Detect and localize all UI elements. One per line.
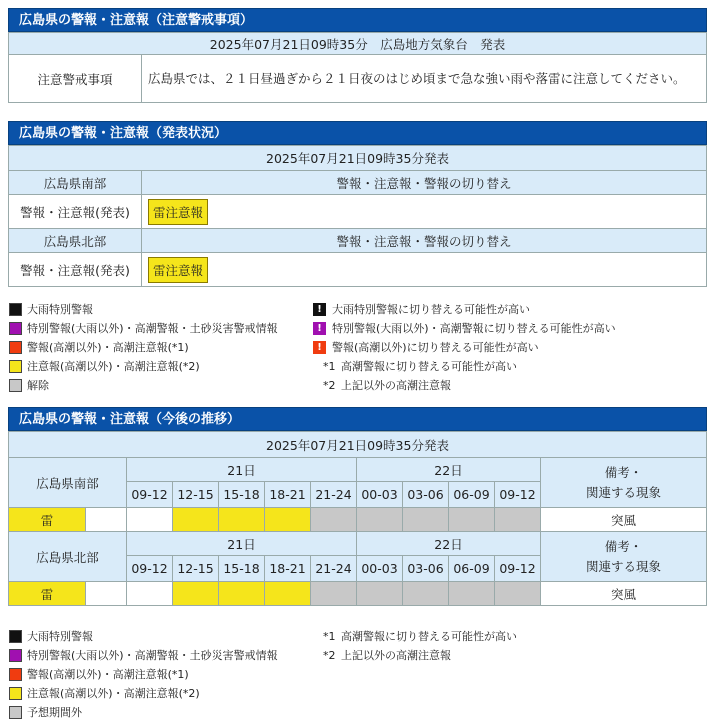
gray-square-icon [9,379,22,392]
legend-label: 特別警報(大雨以外)・高潮警報・土砂災害警戒情報 [27,649,278,662]
legend-label: 解除 [27,379,49,392]
forecast-cell-white [127,508,173,532]
forecast-cell-yellow [265,508,311,532]
region-name: 広島県南部 [9,171,142,195]
forecast-cell-gray [403,508,449,532]
forecast-cell-gray [403,582,449,606]
red-exclamation-icon: ! [313,341,326,354]
caution-section [8,8,707,103]
legend-item [9,684,278,703]
red-square-icon [9,341,22,354]
legend-label: 大雨特別警報 [27,630,93,643]
time-slot-header: 09-12 [127,482,173,508]
legend-label: 警報(高潮以外)・高潮注意報(*1) [27,668,189,681]
time-slot-header: 09-12 [495,482,541,508]
status-column-header: 警報・注意報・警報の切り替え [142,171,707,195]
time-slot-header: 09-12 [127,556,173,582]
legend-item [9,646,278,665]
black-square-icon [9,630,22,643]
day-header: 21日 [127,458,357,482]
time-slot-header: 21-24 [311,482,357,508]
purple-square-icon [9,649,22,662]
remark-value: 突風 [541,582,707,606]
purple-square-icon [9,322,22,335]
legend-item [313,319,616,338]
status-section-title: 広島県の警報・注意報（発表状況） [8,121,707,145]
caution-section-title: 広島県の警報・注意報（注意警戒事項） [8,8,707,32]
legend-label: 注意報(高潮以外)・高潮注意報(*2) [27,360,200,373]
empty-cell [86,582,127,606]
status-row [9,253,707,287]
yellow-square-icon [9,360,22,373]
forecast-cell-gray [449,582,495,606]
legend-label: 警報(高潮以外)に切り替える可能性が高い [332,341,539,354]
footnote [313,646,517,665]
footnote [313,376,616,395]
legend-label: 特別警報(大雨以外)・高潮警報に切り替える可能性が高い [332,322,616,335]
phenomenon-label: 雷 [9,582,86,606]
forecast-cell-white [127,582,173,606]
time-slot-header: 00-03 [357,556,403,582]
time-slot-header: 21-24 [311,556,357,582]
legend-item [9,627,278,646]
remark-value: 突風 [541,508,707,532]
forecast-region-name: 広島県南部 [9,458,127,508]
day-header: 21日 [127,532,357,556]
caution-text: 広島県では、２１日昼過ぎから２１日夜のはじめ頃まで急な強い雨や落雷に注意してください。 [142,55,707,103]
status-region-header [9,171,707,195]
time-slot-header: 06-09 [449,556,495,582]
legend-item [9,300,278,319]
status-issued: 2025年07月21日09時35分発表 [9,146,707,171]
forecast-cell-gray [357,582,403,606]
footnote-text: 上記以外の高潮注意報 [341,649,451,662]
status-row-label: 警報・注意報(発表) [9,253,142,287]
footnote-mark: *1 [323,630,336,643]
time-slot-header: 15-18 [219,482,265,508]
red-square-icon [9,668,22,681]
purple-exclamation-icon: ! [313,322,326,335]
remarks-header: 備考・ 関連する現象 [541,458,707,508]
day-header: 22日 [357,458,541,482]
forecast-cell-gray [311,508,357,532]
forecast-cell-gray [449,508,495,532]
legend-item [9,665,278,684]
legend-label: 警報(高潮以外)・高潮注意報(*1) [27,341,189,354]
legend-label: 大雨特別警報に切り替える可能性が高い [332,303,530,316]
forecast-notes [313,627,517,665]
legend-item [313,300,616,319]
status-row [9,195,707,229]
forecast-cell-yellow [219,508,265,532]
phenomenon-label: 雷 [9,508,86,532]
legend-item [9,319,278,338]
caution-table [8,32,707,103]
thunder-advisory-badge[interactable]: 雷注意報 [148,199,208,225]
time-slot-header: 15-18 [219,556,265,582]
time-slot-header: 12-15 [173,482,219,508]
legend-item [9,703,278,722]
status-row-label: 警報・注意報(発表) [9,195,142,229]
status-legend-right [313,300,616,395]
time-slot-header: 09-12 [495,556,541,582]
forecast-section [8,407,707,606]
footnote-text: 上記以外の高潮注意報 [341,379,451,392]
day-header: 22日 [357,532,541,556]
legend-label: 注意報(高潮以外)・高潮注意報(*2) [27,687,200,700]
footnote-text: 高潮警報に切り替える可能性が高い [341,360,517,373]
forecast-cell-yellow [173,508,219,532]
legend-item [9,338,278,357]
legend-label: 予想期間外 [27,706,82,719]
forecast-issued: 2025年07月21日09時35分発表 [9,432,707,458]
forecast-region-name: 広島県北部 [9,532,127,582]
footnote [313,357,616,376]
forecast-cell-yellow [265,582,311,606]
forecast-cell-gray [357,508,403,532]
status-region-header [9,229,707,253]
status-section [8,121,707,287]
legend-label: 特別警報(大雨以外)・高潮警報・土砂災害警戒情報 [27,322,278,335]
forecast-legend-left [9,627,278,722]
legend-item [9,376,278,395]
legend-item [313,338,616,357]
legend-item [9,357,278,376]
forecast-cell-gray [495,582,541,606]
yellow-square-icon [9,687,22,700]
black-exclamation-icon: ! [313,303,326,316]
time-slot-header: 03-06 [403,556,449,582]
forecast-cell-gray [311,582,357,606]
forecast-cell-yellow [173,582,219,606]
forecast-section-title: 広島県の警報・注意報（今後の推移） [8,407,707,431]
status-table [8,145,707,287]
remarks-header: 備考・ 関連する現象 [541,532,707,582]
region-name: 広島県北部 [9,229,142,253]
forecast-table [8,431,707,606]
black-square-icon [9,303,22,316]
forecast-cell-gray [495,508,541,532]
time-slot-header: 06-09 [449,482,495,508]
time-slot-header: 18-21 [265,556,311,582]
forecast-cell-yellow [219,582,265,606]
footnote-mark: *2 [323,649,336,662]
time-slot-header: 00-03 [357,482,403,508]
status-legend-left [9,300,278,395]
footnote [313,627,517,646]
footnote-text: 高潮警報に切り替える可能性が高い [341,630,517,643]
gray-square-icon [9,706,22,719]
caution-label: 注意警戒事項 [9,55,142,103]
time-slot-header: 03-06 [403,482,449,508]
empty-cell [86,508,127,532]
footnote-mark: *2 [323,379,336,392]
status-column-header: 警報・注意報・警報の切り替え [142,229,707,253]
time-slot-header: 18-21 [265,482,311,508]
footnote-mark: *1 [323,360,336,373]
legend-label: 大雨特別警報 [27,303,93,316]
time-slot-header: 12-15 [173,556,219,582]
caution-issued: 2025年07月21日09時35分 広島地方気象台 発表 [9,33,707,55]
thunder-advisory-badge[interactable]: 雷注意報 [148,257,208,283]
